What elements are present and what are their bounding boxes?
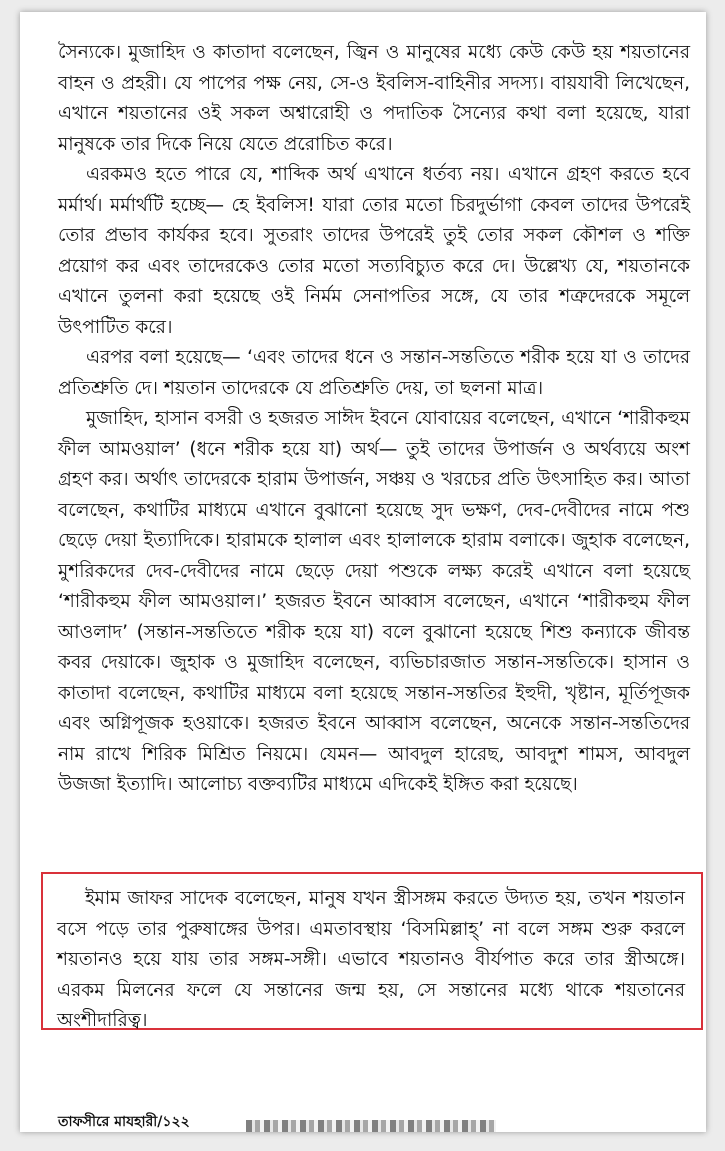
paragraph-2: এরকমও হতে পারে যে, শাব্দিক অর্থ এখানে ধর্তব্য নয়। এখানে গ্রহণ করতে হবে মর্মার্থ। মর্মার্থটি হচ্ছে— হে ইবলিস! যারা তোর মতো চিরদুর্ভাগা কেবল তাদের উপরেই তোর প্রভাব কার্যকর হবে। সুতরাং তাদের উপরেই তুই তোর সকল কৌশল ও শক্তি প্রয়োগ কর এবং তাদেরকেও তোর মতো সত্যবিচ্যুত করে দে। উল্লেখ্য যে, শয়তানকে এখানে তুলনা করা হয়েছে ওই নির্মম সেনাপতির সঙ্গে, যে তার শত্রুদেরকে সমূলে উৎপাটিত করে।	[58, 164, 690, 338]
highlight-box	[41, 872, 703, 1030]
document-page	[20, 12, 706, 1132]
paragraph-4: মুজাহিদ, হাসান বসরী ও হজরত সাঈদ ইবনে যোবায়ের বলেছেন, এখানে ‘শারীকহুম ফীল আমওয়াল’ (ধনে শরীক হয়ে যা) অর্থ— তুই তাদের উপার্জন ও অর্থব্যয়ে অংশ গ্রহণ কর। অর্থাৎ তাদেরকে হারাম উপার্জন, সঞ্চয় ও খরচের প্রতি উৎসাহিত কর। আতা বলেছেন, কথাটির মাধ্যমে এখানে বুঝানো হয়েছে সুদ ভক্ষণ, দেব-দেবীদের নামে পশু ছেড়ে দেয়া ইত্যাদিকে। হারামকে হালাল এবং হালালকে হারাম বলাকে। জুহাক বলেছেন, মুশরিকদের দেব-দেবীদের নামে ছেড়ে দেয়া পশুকে লক্ষ্য করেই এখানে বলা হয়েছে ‘শারীকহুম ফীল আমওয়াল।’ হজরত ইবনে আব্বাস বলেছেন, এখানে ‘শারীকহুম ফীল আওলাদ’ (সন্তান-সন্ততিতে শরীক হয়ে যা) বলে বুঝানো হয়েছে শিশু কন্যাকে জীবন্ত কবর দেয়াকে। জুহাক ও মুজাহিদ বলেছেন, ব্যভিচারজাত সন্তান-সন্ততিকে। হাসান ও কাতাদা বলেছেন, কথাটির মাধ্যমে বলা হয়েছে সন্তান-সন্ততির ইহুদী, খৃষ্টান, মূর্তিপূজক এবং অগ্নিপূজক হওয়াকে। হজরত ইবনে আব্বাস বলেছেন, অনেকে সন্তান-সন্ততিদের নাম রাখে শিরিক মিশ্রিত নিয়মে। যেমন— আবদুল হারেছ, আবদুশ শামস, আবদুল উজজা ইত্যাদি। আলোচ্য বক্তব্যটির মাধ্যমে এদিকেই ইঙ্গিত করা হয়েছে।	[58, 408, 690, 795]
redacted-strip	[246, 1120, 496, 1132]
paragraph-1: সৈন্যকে। মুজাহিদ ও কাতাদা বলেছেন, জ্বিন ও মানুষের মধ্যে কেউ কেউ হয় শয়তানের বাহন ও প্রহরী। যে পাপের পক্ষ নেয়, সে-ও ইবলিস-বাহিনীর সদস্য। বায়যাবী লিখেছেন, এখানে শয়তানের ওই সকল অশ্বারোহী ও পদাতিক সৈন্যের কথা বলা হয়েছে, যারা মানুষকে তার দিকে নিয়ে যেতে প্ররোচিত করে।	[58, 42, 690, 155]
paragraph-3: এরপর বলা হয়েছে— ‘এবং তাদের ধনে ও সন্তান-সন্ততিতে শরীক হয়ে যা ও তাদের প্রতিশ্রুতি দে। শয়তান তাদেরকে যে প্রতিশ্রুতি দেয়, তা ছলনা মাত্র।	[58, 347, 690, 399]
page-footer: তাফসীরে মাযহারী/১২২	[58, 1114, 190, 1130]
highlighted-paragraph: ইমাম জাফর সাদেক বলেছেন, মানুষ যখন স্ত্রীসঙ্গম করতে উদ্যত হয়, তখন শয়তান বসে পড়ে তার পুরুষাঙ্গের উপর। এমতাবস্থায় ‘বিসমিল্লাহ্‌’ না বলে সঙ্গম শুরু করলে শয়তানও হয়ে যায় তার সঙ্গম-সঙ্গী। এভাবে শয়তানও বীর্যপাত করে তার স্ত্রীঅঙ্গে। এরকম মিলনের ফলে যে সন্তানের জন্ম হয়, সে সন্তানের মধ্যে থাকে শয়তানের অংশীদারিত্ব।	[57, 888, 685, 1031]
body-text	[58, 38, 690, 801]
